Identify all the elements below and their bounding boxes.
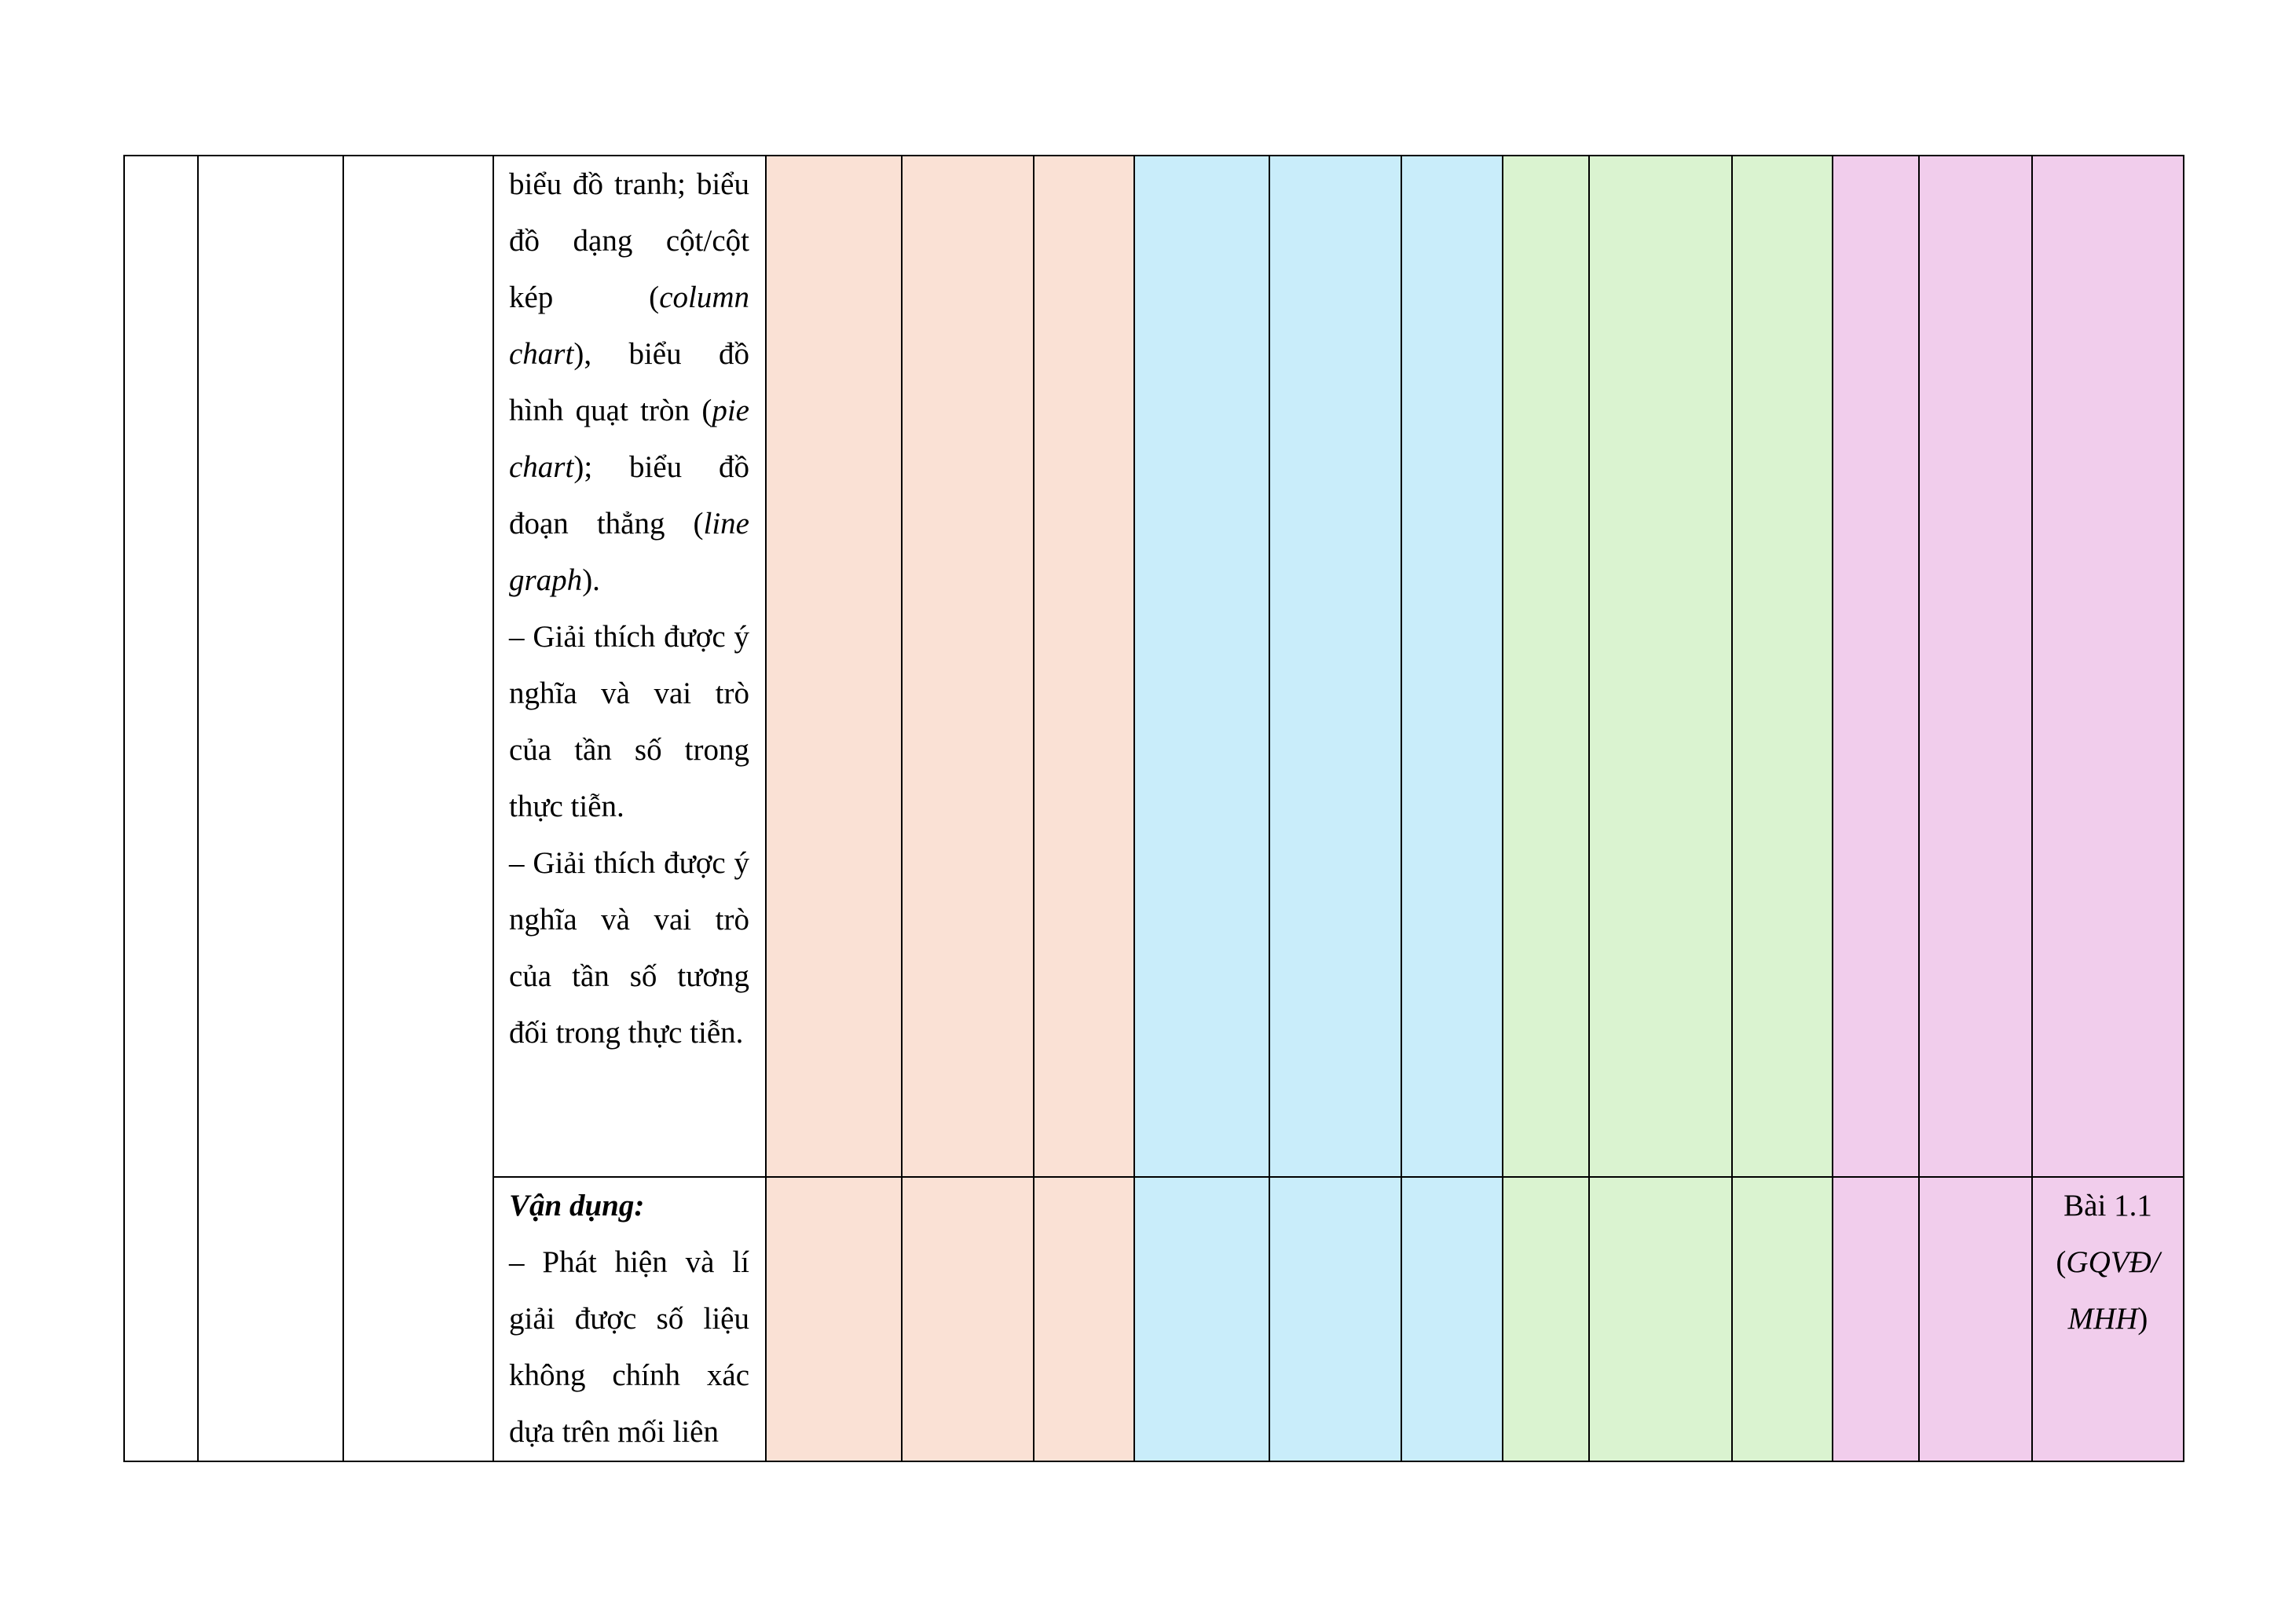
requirement-bullet: – Giải thích được ý nghĩa và vai trò của tần số tương đối trong thực tiễn. [509, 846, 749, 1050]
level-cell-pink [1919, 1177, 2032, 1461]
level-cell-blue [1134, 1177, 1269, 1461]
requirement-heading: Vận dụng: [509, 1189, 645, 1223]
level-cell-blue [1269, 156, 1401, 1177]
level-cell-orange [902, 1177, 1034, 1461]
level-cell-blue [1401, 1177, 1503, 1461]
table-row [124, 156, 2184, 1177]
requirement-bullet: – Phát hiện và lí giải được số liệu không chính xác dựa trên mối liên [509, 1245, 749, 1449]
empty-cell-index [124, 156, 198, 1461]
level-cell-blue [1401, 156, 1503, 1177]
level-cell-green [1732, 156, 1833, 1177]
reference-exercise: Bài 1.1 [2063, 1189, 2152, 1223]
reference-competency-cont: MHH) [2067, 1302, 2148, 1336]
empty-cell-unit [343, 156, 493, 1461]
level-cell-orange [902, 156, 1034, 1177]
requirement-bullet: – Giải thích được ý nghĩa và vai trò của tần số trong thực tiễn. [509, 620, 749, 823]
level-cell-green [1589, 156, 1732, 1177]
level-cell-orange [766, 156, 902, 1177]
level-cell-pink [1833, 1177, 1919, 1461]
level-cell-blue [1269, 1177, 1401, 1461]
level-cell-green [1732, 1177, 1833, 1461]
requirement-paragraph: biểu đồ tranh; biểu đồ dạng cột/cột kép (column chart), biểu đồ hình quạt tròn (pie chart); biểu đồ đoạn thẳng (line graph). [509, 167, 749, 597]
level-cell-green [1503, 156, 1589, 1177]
reference-cell [2032, 1177, 2184, 1461]
level-cell-blue [1134, 156, 1269, 1177]
level-cell-green [1589, 1177, 1732, 1461]
requirement-cell [493, 1177, 766, 1461]
level-cell-orange [766, 1177, 902, 1461]
level-cell-green [1503, 1177, 1589, 1461]
reference-competency: (GQVĐ/ [2056, 1245, 2160, 1279]
assessment-matrix-table [123, 155, 2184, 1462]
level-cell-pink [2032, 156, 2184, 1177]
level-cell-orange [1034, 156, 1134, 1177]
level-cell-pink [1833, 156, 1919, 1177]
level-cell-pink [1919, 156, 2032, 1177]
level-cell-orange [1034, 1177, 1134, 1461]
empty-cell-topic [198, 156, 343, 1461]
requirement-cell [493, 156, 766, 1177]
